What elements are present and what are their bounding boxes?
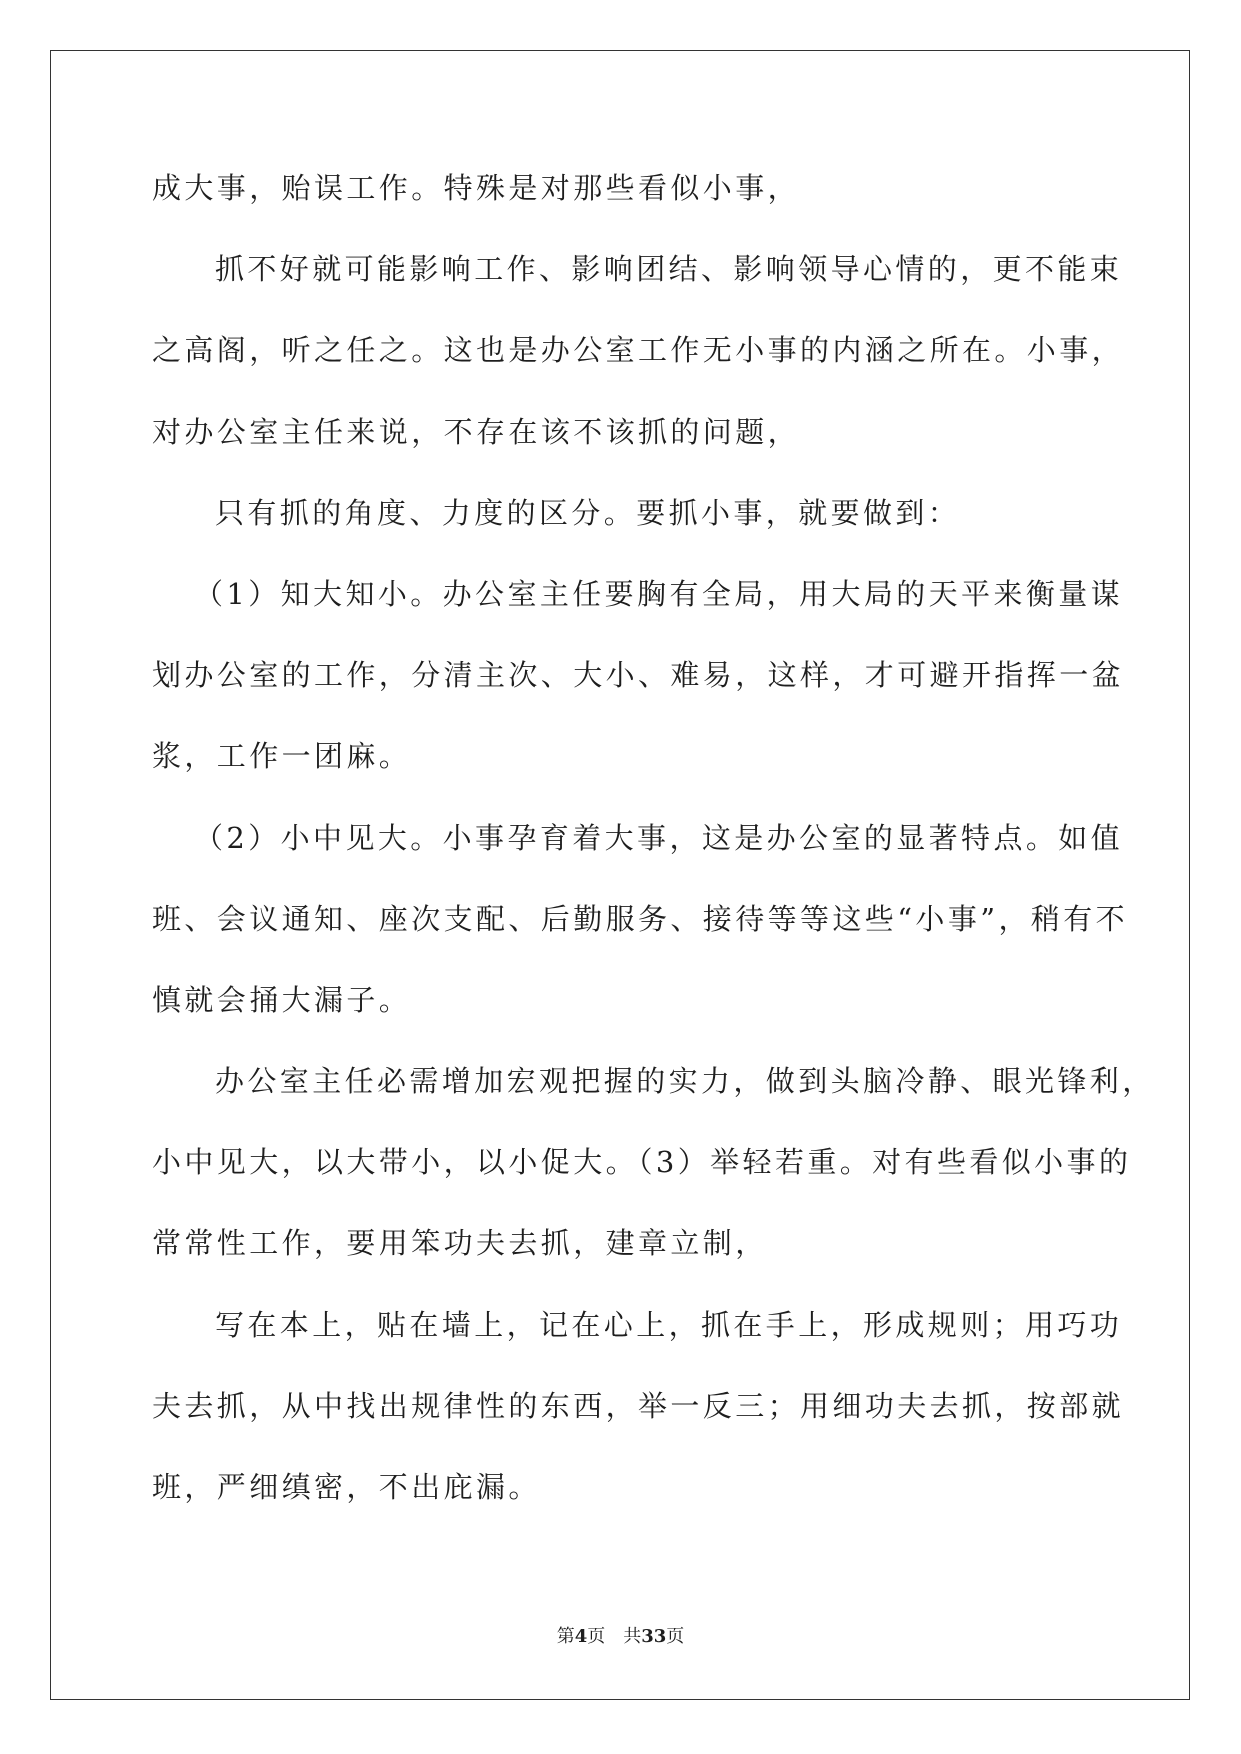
text-line: 对办公室主任来说，不存在该不该抓的问题， bbox=[152, 414, 801, 449]
text-line: 浆，工作一团麻。 bbox=[152, 739, 412, 774]
text-line: （1）知大知小。办公室主任要胸有全局，用大局的天平来衡量谋 bbox=[194, 576, 1124, 611]
text-line: 夫去抓，从中找出规律性的东西，举一反三；用细功夫去抓，按部就 bbox=[152, 1388, 1125, 1423]
text-line: 之高阁，听之任之。这也是办公室工作无小事的内涵之所在。小事， bbox=[152, 333, 1125, 368]
text-line: 划办公室的工作，分清主次、大小、难易，这样，才可避开指挥一盆 bbox=[152, 658, 1125, 693]
text-line: 慎就会捅大漏子。 bbox=[152, 982, 412, 1017]
text-line: 小中见大，以大带小，以小促大。（3）举轻若重。对有些看似小事的 bbox=[152, 1145, 1132, 1180]
footer-suffix: 页 bbox=[666, 1626, 685, 1647]
page-number: 4 bbox=[574, 1626, 588, 1647]
text-line: 写在本上，贴在墙上，记在心上，抓在手上，形成规则；用巧功 bbox=[215, 1307, 1123, 1342]
body-text bbox=[152, 168, 1155, 1548]
total-pages: 33 bbox=[641, 1626, 667, 1647]
text-line: 只有抓的角度、力度的区分。要抓小事，就要做到： bbox=[215, 495, 961, 530]
text-line: 班、会议通知、座次支配、后勤服务、接待等等这些“小事”，稍有不 bbox=[152, 901, 1129, 936]
text-line: （2）小中见大。小事孕育着大事，这是办公室的显著特点。如值 bbox=[194, 820, 1124, 855]
text-line: 常常性工作，要用笨功夫去抓，建章立制， bbox=[152, 1226, 768, 1261]
page-footer bbox=[0, 1622, 1241, 1648]
text-line: 办公室主任必需增加宏观把握的实力，做到头脑冷静、眼光锋利， bbox=[215, 1064, 1155, 1099]
text-line: 成大事，贻误工作。特殊是对那些看似小事， bbox=[152, 171, 801, 205]
footer-prefix: 第 bbox=[556, 1626, 575, 1647]
footer-middle: 页 共 bbox=[587, 1626, 642, 1647]
text-line: 抓不好就可能影响工作、影响团结、影响领导心情的，更不能束 bbox=[215, 252, 1123, 287]
text-line: 班，严细缜密，不出庇漏。 bbox=[152, 1470, 541, 1504]
